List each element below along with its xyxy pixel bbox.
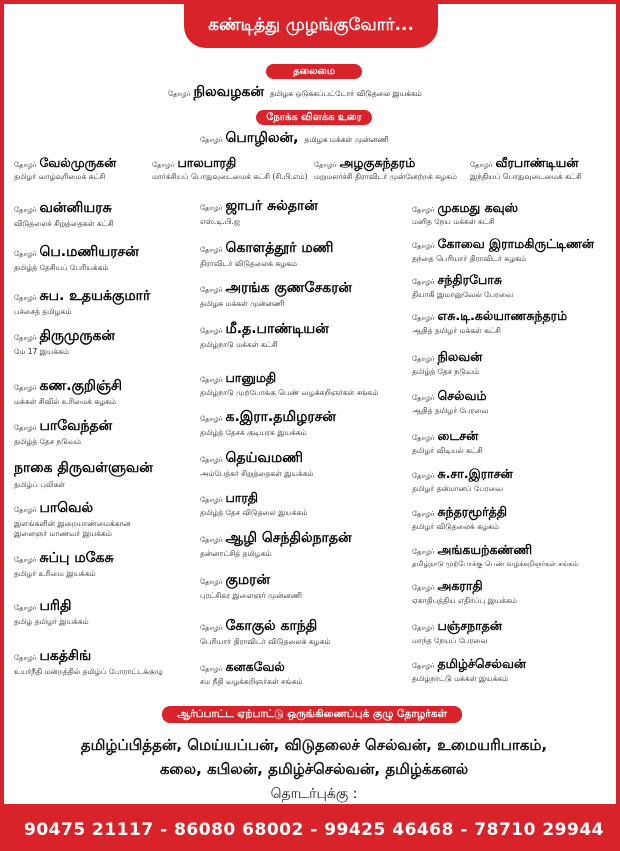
speaker-name: மீ.த.பாண்டியன் [225,321,329,337]
speaker-name: ஜாபர் சுல்தான் [225,198,318,214]
speaker-name: டைசன் [437,428,479,443]
speaker-right-12: தோழர் பஞ்சநாதன் [412,618,502,633]
speaker-right-7: தோழர் டைசன் [412,428,479,443]
speaker-right-9: தோழர் சுந்தரமூர்த்தி [412,504,508,519]
speaker-org: தமிழ் தமிழர் இயக்கம் [14,617,89,626]
speaker-name: பாலபாரதி [177,155,237,170]
speaker-right-11: தோழர் அகராதி [412,578,483,593]
section-intro-label: நோக்க விளக்க உரை [256,110,372,125]
speaker-name: அகராதி [437,578,483,593]
speaker-mid-12: தோழர் கனகவேல் [200,659,285,674]
speaker-mid-10: தோழர் குமரன் [200,572,270,588]
speaker-left-3: தோழர் சுப. உதயக்குமார் [14,288,151,304]
speaker-name: குமரன் [225,572,270,588]
speaker-name: பெ.மணியரசன் [39,244,139,260]
speaker-org: தமிழக மக்கள் முன்னணி [304,135,389,144]
speaker-name: செல்வம் [437,388,487,403]
speaker-org: தமிழர் உரிமை இயக்கம் [14,569,96,578]
speaker-right-8: தோழர் சு.சா.இராசன் [412,466,513,481]
speaker-org: தமிழர் வாழ்வுரிமைக் கட்சி [14,172,106,181]
speaker-right-1: தோழர் முகமது கவுஸ் [412,200,518,215]
speaker-org: தந்தை பெரியார் திராவிடர் கழகம் [412,254,526,263]
speaker-org: இளங்களின் இறையாண்மைக்கான [14,519,131,528]
speaker-right-6: தோழர் செல்வம் [412,388,487,403]
speaker-org: தமிழர் விடியல் கட்சி [412,446,483,455]
speaker-org: இந்தியப் பொதுவுடைமைக் கட்சி [470,172,582,181]
speaker-right-4: தோழர் எசு.டி.கல்யாணசுந்தரம் [412,308,568,323]
speaker-org: தன்னாட்சித் தமிழகம் [200,549,272,558]
speaker-left-7 [14,460,153,478]
speaker-name: சந்திரபோசு [437,272,502,287]
speaker-mid-11: தோழர் கோகுல் காந்தி [200,618,318,634]
poster-title: கண்டித்து முழங்குவோர்... [208,15,414,35]
speaker-org: தமிழக ஒடுக்கப்பட்டோர் விடுதலை இயக்கம் [269,89,422,98]
speaker-org: தமிழ்நாட்டு மக்கள் இயக்கம் [412,674,509,683]
speaker-org: தமிழ்த் தேச நடுவம் [412,367,480,376]
section-chair-label: தலைமை [266,64,362,79]
speaker-name: சுந்தரமூர்த்தி [437,504,508,519]
speaker-org: தமிழ்ப் புலிகள் [14,480,66,489]
coordinators-line1: தமிழ்ப்பித்தன், மெய்யப்பன், விடுதலைச் செல்வன், உமையரிபாகம், [80,736,548,754]
speaker-left-9: தோழர் சுப்பு மகேசு [14,550,114,566]
speaker-left-6: தோழர் பாவேந்தன் [14,418,113,434]
speaker-name: பானுமதி [225,370,277,385]
speaker-org-line2: இளைஞர் மாணவர் இயக்கம் [14,529,112,538]
speaker-mid-6: தோழர் க.இரா.தமிழரசன் [200,409,336,425]
speaker-right-5: தோழர் நிலவன் [412,349,483,364]
speaker-org: தமிழ்நாடு முற்போக்கு பெண் வழக்கறிஞர்கள் சங்கம் [412,560,579,568]
speaker-left-5: தோழர் கண.குறிஞ்சி [14,378,122,394]
speaker-mid-8: தோழர் பாரதி [200,490,259,505]
speaker-name: ஆழி செந்தில்நாதன் [225,530,352,546]
speaker-name: பகத்சிங் [39,648,92,664]
speaker-row1-4: தோழர் வீரபாண்டியன் [470,155,579,170]
speaker-org: தமிழ்நாடு முற்போக்கு பெண் வழக்கறிஞர்கள் சங்கம் [200,388,379,397]
speaker-name: அரங்க குணசேகரன் [225,280,352,296]
speaker-name: அங்கயற்கண்ணி [437,542,533,557]
speaker-org: தமிழ்த் தேச விடுதலை இயக்கம் [200,508,308,517]
speaker-name: நிலவழகன் [193,84,264,100]
speaker-mid-7: தோழர் தெய்வமணி [200,450,303,466]
speaker-org: ஆதித் தமிழர் பேரவை [412,406,489,415]
contact-label: தொடர்புக்கு : [270,786,358,802]
comrade-tag: தோழர் [200,136,223,144]
contact-phone-bar [4,804,620,851]
speaker-name: பாவெல் [39,500,94,516]
speaker-left-8: தோழர் பாவெல் [14,500,94,516]
speaker-name: பொழிலன், [225,130,299,146]
speaker-org: திராவிடர் விடுதலைக் கழகம் [200,259,298,268]
speaker-name: வேல்முருகன் [39,155,117,170]
speaker-org: மனித நேய மக்கள் கட்சி [412,217,495,226]
poster-title-banner [184,4,438,48]
speaker-left-11: தோழர் பகத்சிங் [14,648,92,664]
speaker-org: பெரியார் திராவிடர் விடுதலைக் கழகம் [200,637,331,646]
speaker-mid-5: தோழர் பானுமதி [200,370,277,385]
speaker-org: சம நீதி வழக்கறிஞர்கள் சங்கம் [200,677,303,686]
speaker-mid-3: தோழர் அரங்க குணசேகரன் [200,280,352,296]
speaker-name: சுப. உதயக்குமார் [39,288,151,304]
speaker-org: மறுமலர்ச்சி திராவிடர் முன்னேற்றக் கழகம் [314,172,457,181]
speaker-name: சுப்பு மகேசு [39,550,114,566]
speaker-name: கோகுல் காந்தி [225,618,318,634]
speaker-org: உயர்நீதி மன்றத்தில் தமிழ்ப் போராட்டக்குழு [14,667,163,676]
speaker-name: தெய்வமணி [225,450,303,466]
speaker-name: தமிழ்ச்செல்வன் [437,656,527,671]
speaker-name: சு.சா.இராசன் [437,466,513,481]
speaker-row1-1: தோழர் வேல்முருகன் [14,155,117,170]
speaker-org: மே 17 இயக்கம் [14,347,70,356]
intro-speaker [200,130,389,148]
speaker-org: தமிழர் விடுதலைக் கழகம் [412,522,499,531]
coordinators-line2: கலை, கபிலன், தமிழ்ச்செல்வன், தமிழ்க்கனல் [159,760,469,778]
speaker-org: தியாகி இமானுவேல் பேரவை [412,290,514,299]
speaker-org: தமிழ்நாடு மக்கள் கட்சி [200,340,278,349]
speaker-org: புரட்சிகர இளைஞர் முன்னணி [200,591,302,600]
speaker-right-3: தோழர் சந்திரபோசு [412,272,502,287]
speaker-org: தமிழர் தன்மானப் பேரவை [412,484,504,493]
speaker-left-4: தோழர் திருமுருகன் [14,328,115,344]
speaker-name: கோவை இராமகிருட்டிணன் [437,236,594,251]
speaker-mid-1: தோழர் ஜாபர் சுல்தான் [200,198,318,214]
speaker-org: ஆதித் தமிழர் மக்கள் கட்சி [412,326,501,335]
speaker-row1-2: தோழர் பாலபாரதி [152,155,237,170]
speaker-org: அம்பேத்கர் சிறுத்தைகள் இயக்கம் [200,469,314,478]
speaker-org: தமிழ்த் தேசக் குடியரசு இயக்கம் [200,428,307,437]
speaker-org: மார்க்சியப் பொதுவுடைமைக் கட்சி (சி.பி.எம்) [152,172,308,181]
speaker-org: மக்கள் சிவில் உரிமைக் கழகம் [14,397,116,406]
speaker-org: ஏகாதிபத்திய எதிர்ப்பு இயக்கம் [412,596,517,605]
speaker-org: விடுதலைச் சிறுத்தைகள் கட்சி [14,219,114,228]
section-coordination-label: ஆர்ப்பாட்ட ஏற்பாட்டு ஒருங்கிணைப்புக் குழு தோழர்கள் [162,706,462,723]
speaker-name: பரிதி [39,598,72,614]
speaker-name: வன்னியரசு [39,200,112,216]
speaker-row1-3: தோழர் அழகுசுந்தரம் [314,155,416,170]
speaker-right-2: தோழர் கோவை இராமகிருட்டிணன் [412,236,594,251]
chair-speaker [168,84,422,102]
speaker-org: எஸ்.டி.பி.ஐ [200,217,240,226]
speaker-org: பச்சைத் தமிழகம் [14,307,72,316]
speaker-name: கனகவேல் [225,659,285,674]
speaker-name: கொளத்தூர் மணி [225,240,334,256]
speaker-name: கண.குறிஞ்சி [39,378,122,394]
comrade-tag: தோழர் [168,90,191,98]
speaker-name: அழகுசுந்தரம் [339,155,416,170]
speaker-mid-2: தோழர் கொளத்தூர் மணி [200,240,334,256]
speaker-name: பஞ்சநாதன் [437,618,502,633]
speaker-org: தமிழ்த் தேசியப் பேரியக்கம் [14,263,109,272]
speaker-left-1: தோழர் வன்னியரசு [14,200,112,216]
speaker-org: தமிழக மக்கள் முன்னணி [200,299,285,308]
speaker-name: எசு.டி.கல்யாணசுந்தரம் [437,308,568,323]
speaker-name: க.இரா.தமிழரசன் [225,409,336,425]
speaker-right-10: தோழர் அங்கயற்கண்ணி [412,542,533,557]
contact-phones: 90475 21117 - 86080 68002 - 99425 46468 - 78710 29944 [24,819,604,840]
speaker-left-2: தோழர் பெ.மணியரசன் [14,244,139,260]
speaker-name: பாவேந்தன் [39,418,113,434]
speaker-org: தமிழ்த் தேச நடுவம் [14,437,82,446]
speaker-name: நாகை திருவள்ளுவன் [14,460,153,476]
speaker-left-10: தோழர் பரிதி [14,598,72,614]
speaker-name: நிலவன் [437,349,483,364]
speaker-name: பாரதி [225,490,259,505]
speaker-mid-4: தோழர் மீ.த.பாண்டியன் [200,321,329,337]
speaker-org: மாந்த நேயப் பேரவை [412,636,488,645]
speaker-name: முகமது கவுஸ் [437,200,518,215]
speaker-name: வீரபாண்டியன் [495,155,579,170]
speaker-mid-9: தோழர் ஆழி செந்தில்நாதன் [200,530,352,546]
speaker-right-13: தோழர் தமிழ்ச்செல்வன் [412,656,527,671]
speaker-name: திருமுருகன் [39,328,115,344]
